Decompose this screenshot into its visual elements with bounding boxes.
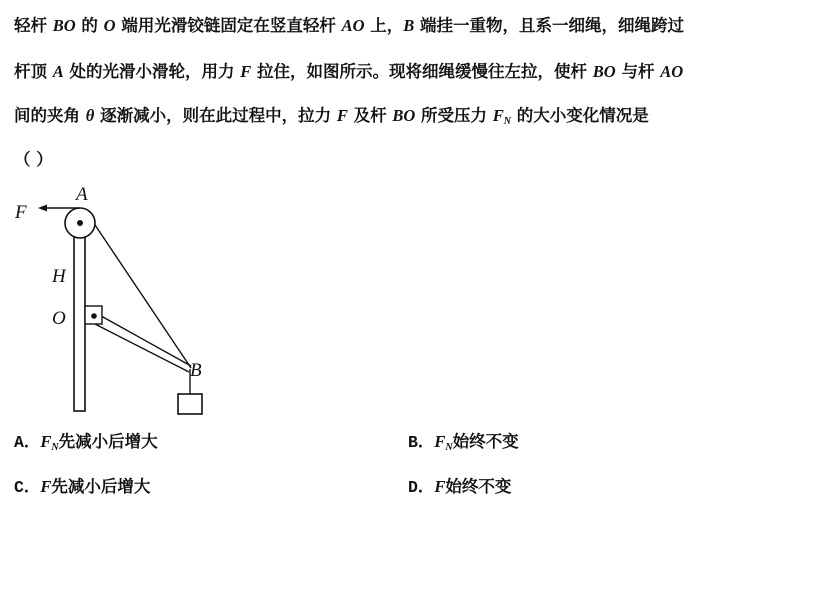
option-symbol: F	[40, 477, 52, 496]
option-subscript: N	[445, 442, 453, 453]
option-symbol: F	[434, 477, 446, 496]
symbol-bo: BO	[392, 106, 416, 125]
question-text: 拉住，如图所示。现将细绳缓慢往左拉，使杆	[251, 62, 593, 81]
option-c[interactable]	[14, 475, 150, 500]
question-text: 杆顶	[14, 62, 53, 81]
symbol-a: A	[52, 62, 64, 81]
force-arrow-head	[38, 205, 47, 212]
question-line-1	[14, 14, 809, 38]
physics-diagram	[10, 178, 220, 423]
answer-blank: （ ）	[14, 150, 53, 169]
question-text: 的大小变化情况是	[511, 106, 649, 125]
option-b[interactable]	[408, 430, 519, 460]
vertical-rod	[74, 216, 85, 411]
symbol-fn-subscript: N	[503, 116, 512, 127]
symbol-fn: F	[492, 106, 504, 125]
option-label: A．	[14, 433, 41, 452]
option-symbol: F	[434, 432, 446, 451]
question-text: 端用光滑铰链固定在竖直轻杆	[115, 16, 342, 35]
rope-segment	[89, 216, 191, 368]
pulley-axle	[77, 220, 83, 226]
option-a[interactable]	[14, 430, 158, 460]
option-text: 始终不变	[445, 477, 512, 496]
question-text: 及杆	[347, 106, 393, 125]
option-label: D．	[408, 478, 435, 497]
question-text: 的	[75, 16, 104, 35]
question-text: 处的光滑小滑轮，用力	[63, 62, 241, 81]
symbol-bo: BO	[592, 62, 616, 81]
question-line-2	[14, 60, 809, 84]
question-text: 上，	[364, 16, 404, 35]
symbol-bo: BO	[52, 16, 76, 35]
hinge-pin	[91, 313, 97, 319]
question-text: 与杆	[615, 62, 661, 81]
rod-bo-lower-edge	[93, 323, 189, 372]
option-text: 始终不变	[452, 432, 519, 451]
option-subscript: N	[51, 442, 59, 453]
symbol-f: F	[240, 62, 252, 81]
symbol-theta: θ	[85, 106, 95, 125]
option-d[interactable]	[408, 475, 511, 500]
symbol-ao: AO	[660, 62, 684, 81]
question-text: 轻杆	[14, 16, 53, 35]
option-text: 先减小后增大	[58, 432, 158, 451]
label-a: A	[76, 184, 88, 205]
symbol-ao: AO	[341, 16, 365, 35]
question-text: 间的夹角	[14, 106, 86, 125]
question-text: 端挂一重物，且系一细绳，细绳跨过	[414, 16, 685, 35]
label-h: H	[52, 266, 66, 287]
symbol-f: F	[336, 106, 348, 125]
question-text: 所受压力	[415, 106, 493, 125]
label-o: O	[52, 308, 66, 329]
symbol-o: O	[103, 16, 116, 35]
question-line-3	[14, 104, 809, 134]
option-label: B．	[408, 433, 435, 452]
option-text: 先减小后增大	[51, 477, 151, 496]
label-f: F	[15, 202, 27, 223]
label-b: B	[190, 360, 202, 381]
option-label: C．	[14, 478, 41, 497]
hanging-weight	[178, 394, 202, 414]
rod-bo-upper-edge	[94, 312, 191, 366]
symbol-b: B	[403, 16, 415, 35]
option-symbol: F	[40, 432, 52, 451]
question-text: 逐渐减小，则在此过程中，拉力	[94, 106, 337, 125]
